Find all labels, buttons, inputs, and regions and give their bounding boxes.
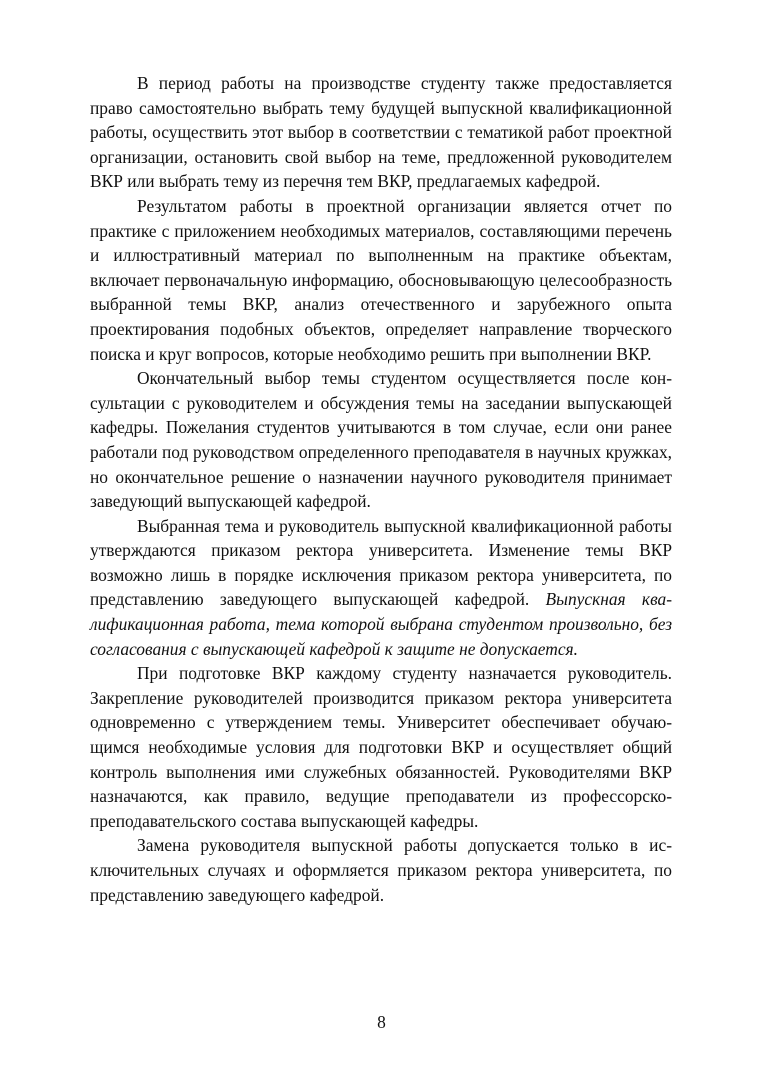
paragraph-2-text: Результатом работы в проектной организации является отчет по практике с приложением необходимых материалов, составляющими перечень и иллюстративный материал по выполненным на практике объектам, включает первоначальную информацию, обосновывающую целесообразность выбранной темы ВКР, анализ отечественного и зарубежного опыта проектирования подобных объектов, определяет направление творческого поиска и круг вопросов, которые необходимо решить при выполнении ВКР. [90,195,672,364]
paragraph-3 [90,366,672,514]
paragraph-2 [90,194,672,366]
paragraph-4 [90,514,672,662]
paragraph-1-text: В период работы на производстве студенту также предоставляется право самостоятельно выбрать тему будущей выпускной квалификационной работы, осуществить этот выбор в соответствии с тематикой работ проектной организации, остановить свой выбор на теме, предложенной руководителем ВКР или выбрать тему из перечня тем ВКР, предлагаемых кафедрой. [90,73,672,192]
paragraph-4-text: Выбранная тема и руководитель выпускной квалификационной работы утверждаются приказом ректора университета. Изменение темы ВКР возможно лишь в порядке исключения приказом ректора университета, по представлению заведующего выпускающей кафедрой. [90,515,672,610]
paragraph-3-text: Окончательный выбор темы студентом осуществляется после консультации с руководителем и обсуждения темы на заседании выпускающей кафедры. Пожелания студентов учитываются в том случае, если они ранее работали под руководством определенного преподавателя в научных кружках, но окончательное решение о назначении научного руководителя принимает заведующий выпускающей кафедрой. [90,368,672,512]
paragraph-5 [90,661,672,833]
paragraph-6-text: Замена руководителя выпускной работы допускается только в исключительных случаях и оформляется приказом ректора университета, по представлению заведующего кафедрой. [90,835,672,905]
paragraph-6 [90,833,672,907]
paragraph-1 [90,71,672,194]
paragraph-5-text: При подготовке ВКР каждому студенту назначается руководитель. Закрепление руководителей производится приказом ректора университета одновременно с утверждением темы. Университет обеспечивает обучающимся необходимые условия для подготовки ВКР и осуществляет общий контроль выполнения ими служебных обязанностей. Руководителями ВКР назначаются, как правило, ведущие преподаватели из профессорско-преподавательского состава выпускающей кафедры. [90,663,672,831]
paragraph-4-italic-text: Выпускная квалификационная работа, тема которой выбрана студентом произвольно, без согласования с выпускающей кафедрой к защите не допускается. [90,589,672,659]
page-number: 8 [377,1012,386,1032]
body-text [90,71,672,907]
